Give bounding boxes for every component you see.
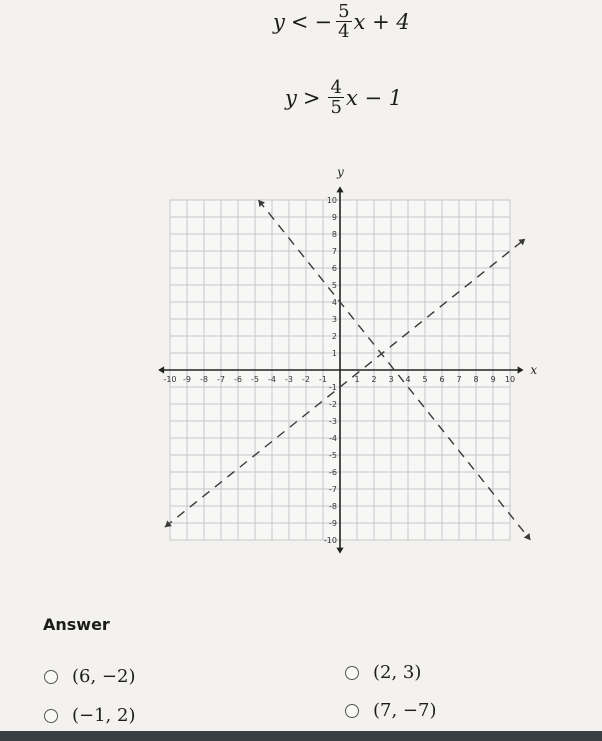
radio-circle-icon[interactable]: [345, 666, 359, 680]
ineq1-lhs: y: [273, 9, 285, 34]
coordinate-graph: [0, 150, 602, 570]
ineq1-numerator: 5: [338, 1, 350, 22]
x-tick-label: -10: [163, 375, 177, 384]
ineq2-rest: x − 1: [345, 85, 403, 110]
y-tick-label: 4: [331, 298, 337, 307]
y-tick-label: -7: [329, 485, 337, 494]
y-tick-label: 2: [331, 332, 337, 341]
choice-label: (−1, 2): [72, 705, 136, 726]
inequality-1: [273, 2, 410, 41]
ineq1-fraction: [336, 2, 351, 41]
y-tick-label: -3: [329, 417, 337, 426]
x-tick-label: 6: [439, 375, 445, 384]
y-axis-arrow-up-icon: [336, 186, 343, 192]
radio-circle-icon[interactable]: [44, 670, 58, 684]
x-tick-label: -4: [268, 375, 276, 384]
y-axis-label: y: [337, 165, 344, 180]
choice-label: (6, −2): [72, 666, 136, 687]
x-tick-label: -3: [285, 375, 293, 384]
y-tick-label: -9: [329, 519, 337, 528]
choice-label: (2, 3): [373, 662, 422, 683]
x-tick-label: 3: [388, 375, 394, 384]
x-tick-label: 7: [456, 375, 462, 384]
y-tick-label: -4: [329, 434, 337, 443]
x-axis-arrow-left-icon: [158, 366, 164, 373]
y-tick-label: 8: [331, 230, 337, 239]
x-axis-arrow-right-icon: [518, 366, 524, 373]
x-tick-label: 9: [490, 375, 496, 384]
x-tick-label: -9: [183, 375, 191, 384]
y-tick-label: -6: [329, 468, 337, 477]
y-tick-label: 1: [331, 349, 337, 358]
y-tick-label: -2: [329, 400, 337, 409]
radio-circle-icon[interactable]: [345, 704, 359, 718]
x-tick-label: 4: [405, 375, 411, 384]
ineq1-sign: −: [314, 9, 333, 34]
x-tick-label: -7: [217, 375, 225, 384]
inequality-2: [285, 78, 402, 117]
x-axis-label: x: [530, 363, 538, 377]
y-tick-label: 7: [331, 247, 337, 256]
ineq2-fraction: [328, 78, 343, 117]
y-tick-label: 9: [331, 213, 337, 222]
x-tick-label: -6: [234, 375, 242, 384]
answer-choice-1[interactable]: [44, 666, 135, 687]
x-tick-label: 1: [354, 375, 360, 384]
answer-title: Answer: [43, 615, 110, 634]
x-tick-label: 10: [504, 375, 516, 384]
y-axis-arrow-down-icon: [336, 548, 343, 554]
ineq2-denominator: 5: [330, 97, 342, 118]
x-tick-label: 8: [473, 375, 479, 384]
ineq2-numerator: 4: [330, 77, 342, 98]
answer-choice-2[interactable]: [345, 662, 421, 683]
x-tick-label: 5: [422, 375, 428, 384]
bottom-bar: [0, 731, 602, 741]
radio-circle-icon[interactable]: [44, 709, 58, 723]
y-tick-label: 6: [331, 264, 337, 273]
x-tick-label: -1: [319, 375, 327, 384]
x-tick-label: 2: [371, 375, 377, 384]
y-tick-label: -1: [329, 383, 337, 392]
ineq2-symbol: >: [302, 85, 321, 110]
ineq1-symbol: <: [290, 9, 309, 34]
ineq2-lhs: y: [285, 85, 297, 110]
y-tick-label: 3: [331, 315, 337, 324]
y-tick-label: 5: [331, 281, 337, 290]
ineq1-denominator: 4: [338, 21, 350, 42]
x-tick-label: -2: [302, 375, 310, 384]
x-tick-label: -8: [200, 375, 208, 384]
answer-choice-4[interactable]: [345, 700, 436, 721]
y-tick-label: 10: [326, 196, 337, 205]
y-tick-label: -8: [329, 502, 337, 511]
y-tick-label: -5: [329, 451, 337, 460]
ineq1-rest: x + 4: [353, 9, 410, 34]
y-tick-label: -10: [323, 536, 337, 545]
choice-label: (7, −7): [373, 700, 437, 721]
line-arrow-end-icon: [524, 533, 531, 540]
x-tick-label: -5: [251, 375, 259, 384]
answer-choice-3[interactable]: [44, 705, 135, 726]
